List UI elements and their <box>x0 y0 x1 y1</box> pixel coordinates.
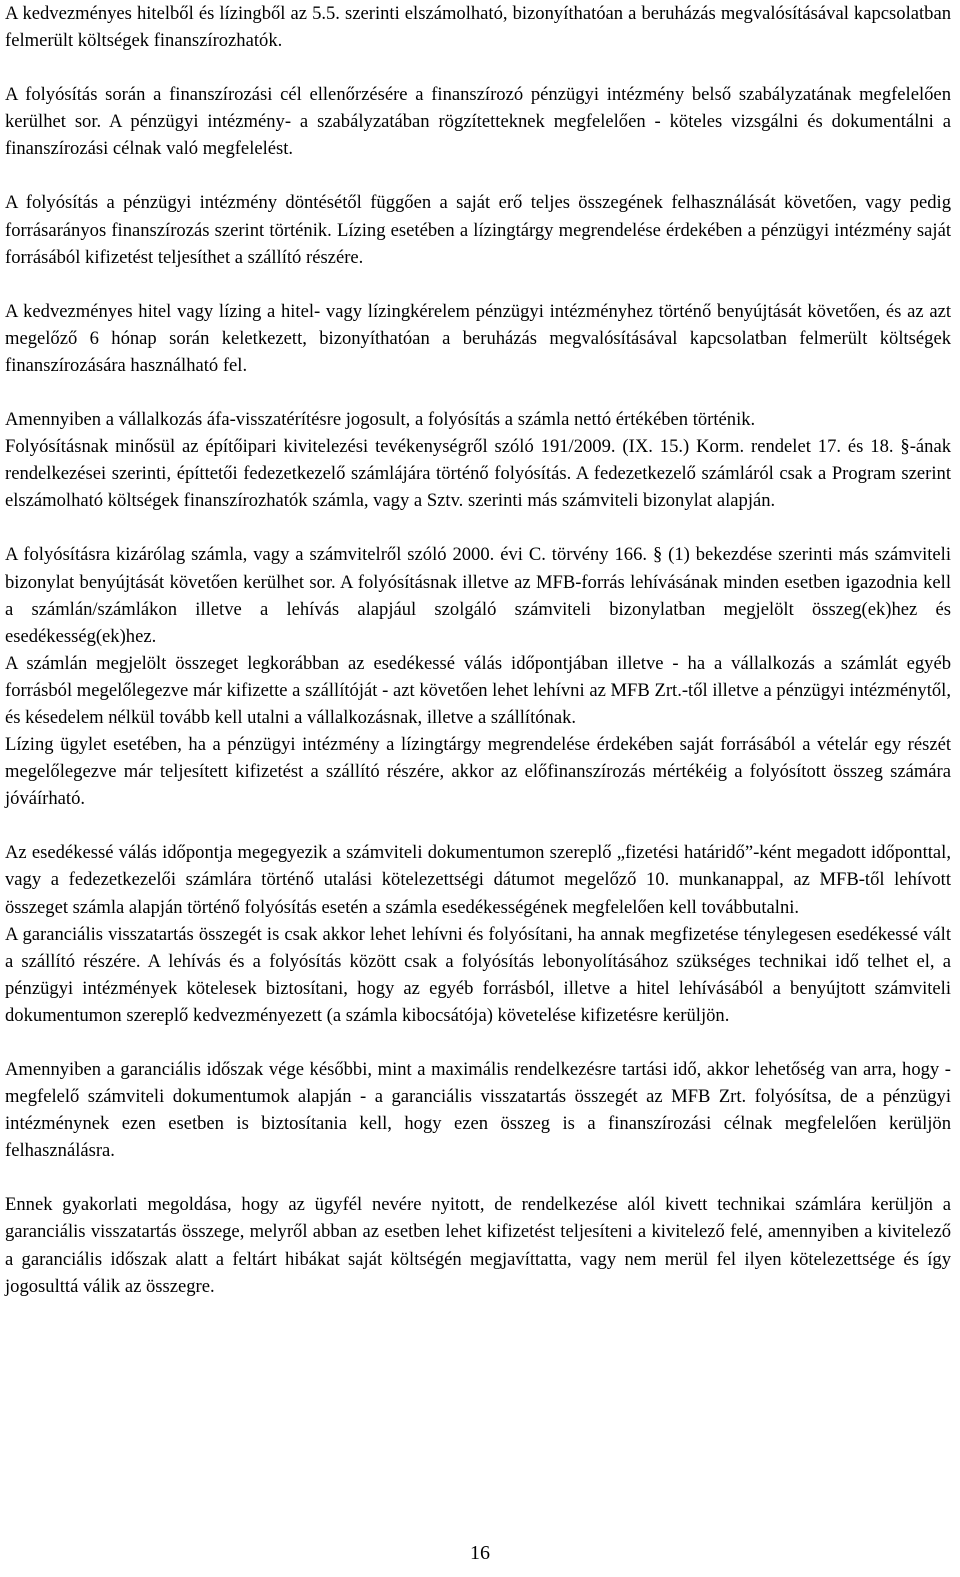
paragraph-due-amount: A számlán megjelölt összeget legkorábban az esedékessé válás időpontjában illetve - ha a vállalkozás a számlát egyéb forrásból megelőlegezve már kifizette a szállítóját - azt követően lehet lehívni az MFB Zrt.-től illetve a pénzügyi intézménytől, és késedelem nélkül tovább kell utalni a vállalkozásnak, illetve a szállítónak. <box>5 652 951 728</box>
paragraph-financeable-costs: A kedvezményes hitelből és lízingből az 5.5. szerinti elszámolható, bizonyíthatóan a beruházás megvalósításával kapcsolatban felmerült költségek finanszírozhatók. <box>5 3 951 52</box>
paragraph-disbursement-order: A folyósítás a pénzügyi intézmény döntésétől függően a saját erő teljes összegének felhasználását követően, vagy pedig forrásarányos finanszírozás szerint történik. Lízing esetében a lízingtárgy megrendelése érdekében a pénzügyi intézmény saját forrásából kifizetést teljesíthet a szállító részére. <box>5 192 951 268</box>
document-page <box>5 0 951 1300</box>
paragraph-disbursement-check: A folyósítás során a finanszírozási cél ellenőrzésére a finanszírozó pénzügyi intézmény belső szabályzatának megfelelően kerülhet sor. A pénzügyi intézmény- a szabályzatában rögzítetteknek megfelelően - köteles vizsgálni és dokumentálni a finanszírozási célnak való megfelelést. <box>5 84 951 160</box>
page-number: 16 <box>470 1542 490 1564</box>
paragraph-escrow-account: Folyósításnak minősül az építőipari kivitelezési tevékenységről szóló 191/2009. (IX. 15.) Korm. rendelet 17. és 18. §-ának rendelkezései szerinti, építtetői fedezetkezelő számlájára történő folyósítás. A fedezetkezelő számláról csak a Program szerint elszámolható költségek finanszírozhatók számla, vagy a Sztv. szerinti más számviteli bizonylat alapján. <box>5 436 951 512</box>
paragraph-due-date: Az esedékessé válás időpontja megegyezik a számviteli dokumentumon szereplő „fizetési határidő”-ként megadott időponttal, vagy a fedezetkezelői számlára történő utalási kötelezettségi dátumot megelőző 10. munkanappal, az MFB-től lehívott összeget számla alapján történő folyósítás esetén a számla esedékességének megfelelően kell továbbutalni. <box>5 842 951 918</box>
paragraph-leasing-prefinancing: Lízing ügylet esetében, ha a pénzügyi intézmény a lízingtárgy megrendelése érdekében saját forrásából a vételár egy részét megelőlegezve már teljesített kifizetést a szállító részére, akkor az előfinanszírozás mértékéig a folyósított összeg számára jóváírható. <box>5 734 951 810</box>
paragraph-warranty-period: Amennyiben a garanciális időszak vége későbbi, mint a maximális rendelkezésre tartási idő, akkor lehetőség van arra, hogy - megfelelő számviteli dokumentumok alapján - a garanciális visszatartás összegét az MFB Zrt. folyósítsa, de a pénzügyi intézménynek ezen esetben is biztosítania kell, hogy ezen összeg is a finanszírozási célnak megfelelően kerüljön felhasználásra. <box>5 1059 951 1162</box>
paragraph-technical-account: Ennek gyakorlati megoldása, hogy az ügyfél nevére nyitott, de rendelkezése alól kivett technikai számlára kerüljön a garanciális visszatartás összege, melyről abban az esetben lehet kifizetést teljesíteni a kivitelező felé, amennyiben a kivitelező a garanciális időszak alatt a feltárt hibákat saját költségén megjavíttatta, vagy nem merül fel ilyen kötelezettsége és így jogosulttá válik az összegre. <box>5 1194 951 1297</box>
paragraph-eligible-period: A kedvezményes hitel vagy lízing a hitel- vagy lízingkérelem pénzügyi intézményhez történő benyújtását követően, és az azt megelőző 6 hónap során keletkezett, bizonyíthatóan a beruházás megvalósításával kapcsolatban felmerült költségek finanszírozására használható fel. <box>5 300 951 376</box>
paragraph-vat: Amennyiben a vállalkozás áfa-visszatérítésre jogosult, a folyósítás a számla nettó értékében történik. <box>5 409 756 431</box>
paragraph-warranty-retention: A garanciális visszatartás összegét is csak akkor lehet lehívni és folyósítani, ha annak megfizetése ténylegesen esedékessé vált a szállító részére. A lehívás és a folyósítás között csak a folyósítás lebonyolításához szükséges technikai idő telhet el, a pénzügyi intézmények kötelesek biztosítani, hogy az egyéb forrásból, illetve a hitel lehívásából a benyújtott számviteli dokumentumon szereplő kedvezményezett (a számla kibocsátója) követelése kifizetésre kerüljön. <box>5 923 951 1026</box>
paragraph-invoice-requirement: A folyósításra kizárólag számla, vagy a számvitelről szóló 2000. évi C. törvény 166. § (1) bekezdése szerinti más számviteli bizonylat benyújtását követően kerülhet sor. A folyósításnak illetve az MFB-forrás lehívásának minden esetben igazodnia kell a számlán/számlákon illetve a lehívás alapjául szolgáló számviteli bizonylatban megjelölt összeg(ek)hez és esedékesség(ek)hez. <box>5 544 951 647</box>
